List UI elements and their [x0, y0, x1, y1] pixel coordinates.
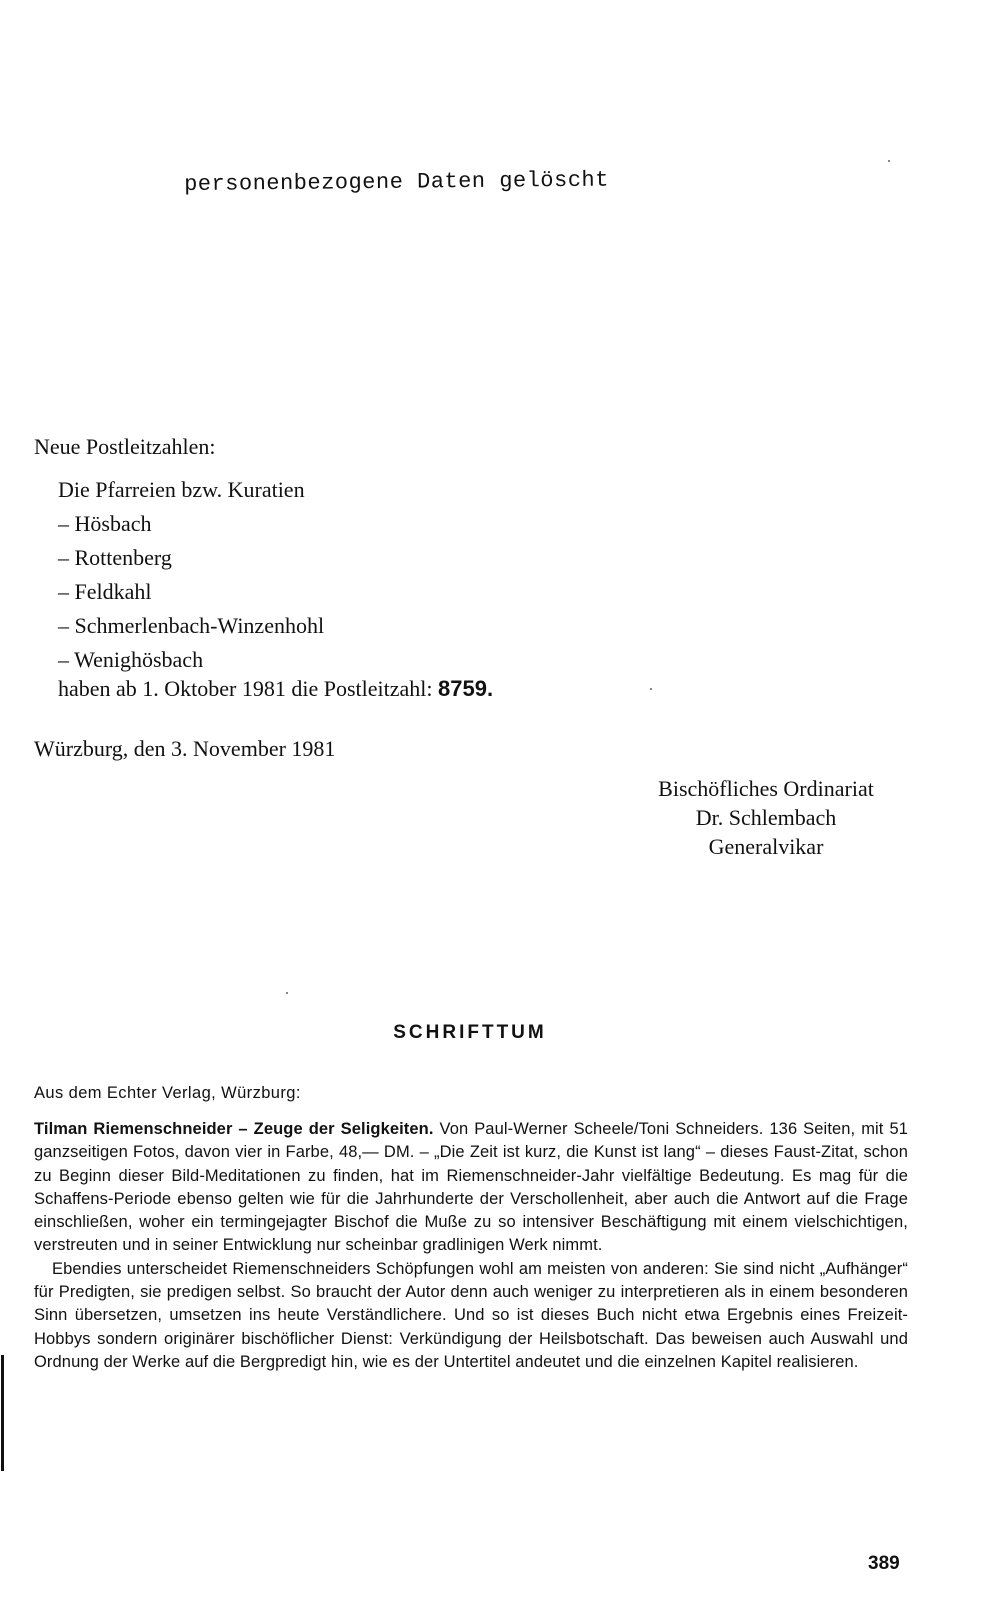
review-paragraph: Ebendies unterscheidet Riemenschneiders Schöpfungen wohl am meisten von anderen: Sie sind nicht „Aufhänger“ für Predigten, sie predigen selbst. So braucht der Autor denn auch weniger zu interpretieren als in einem besonderen Sinn übersetzen, umsetzen ins heute Verständlichere. Und so ist dieses Buch nicht etwa Ergebnis eines Freizeit-Hobbys sondern originärer bischöflicher Dienst: Verkündigung der Heilsbotschaft. Das beweisen auch Auswahl und Ordnung der Werke auf die Bergpredigt hin, wie es der Untertitel andeutet und die einzelnen Kapitel realisieren. — [34, 1259, 908, 1371]
postal-code-value: 8759. — [438, 676, 494, 701]
postal-code-text: haben ab 1. Oktober 1981 die Postleitzahl: — [58, 676, 439, 701]
list-item: – Schmerlenbach-Winzenhohl — [58, 613, 325, 638]
postal-code-statement — [58, 676, 493, 702]
page-number: 389 — [868, 1553, 900, 1574]
list-item: – Hösbach — [58, 511, 152, 536]
parishes-intro: Die Pfarreien bzw. Kuratien — [58, 477, 305, 502]
signature-office: Bischöfliches Ordinariat — [658, 776, 874, 801]
book-review — [34, 1118, 908, 1374]
redaction-stamp: personenbezogene Daten gelöscht — [184, 167, 610, 197]
section-title: SCHRIFTTUM — [393, 1022, 547, 1043]
list-item: – Feldkahl — [58, 579, 152, 604]
review-paragraph — [34, 1118, 908, 1258]
review-text: Von Paul-Werner Scheele/Toni Schneiders. 136 Seiten, mit 51 ganzseitigen Fotos, davon vier in Farbe, 48,— DM. – „Die Zeit ist kurz, die Kunst ist lang“ – dieses Faust-Zitat, schon zu Beginn dieser Bild-Meditationen zu finden, hat im Riemenschneider-Jahr vielfältige Bedeutung. Es mag für die Schaffens-Periode ebenso gelten wie für die Jahrhunderte der Verschollenheit, aber auch die Antwort auf die Frage einschließen, woher ein termingejagter Bischof die Muße zu so intensiver Beschäftigung mit einem vielschichtigen, verstreuten und in seiner Entwicklung nur scheinbar gradlinigen Werk nimmt. — [34, 1120, 908, 1255]
date-line: Würzburg, den 3. November 1981 — [34, 736, 336, 761]
parish-list — [58, 510, 324, 680]
book-title: Tilman Riemenschneider – Zeuge der Seligkeiten. — [34, 1120, 434, 1138]
list-item: – Rottenberg — [58, 545, 172, 570]
signature-name: Dr. Schlembach — [695, 805, 837, 830]
scan-speck — [650, 688, 652, 690]
signature-role: Generalvikar — [708, 834, 824, 859]
margin-mark — [1, 1355, 4, 1471]
publisher-line: Aus dem Echter Verlag, Würzburg: — [34, 1084, 301, 1102]
scan-speck — [888, 160, 890, 162]
list-item: – Wenighösbach — [58, 647, 204, 672]
scan-speck — [286, 992, 288, 994]
postal-codes-heading: Neue Postleitzahlen: — [34, 434, 216, 459]
signature-block — [628, 774, 904, 861]
